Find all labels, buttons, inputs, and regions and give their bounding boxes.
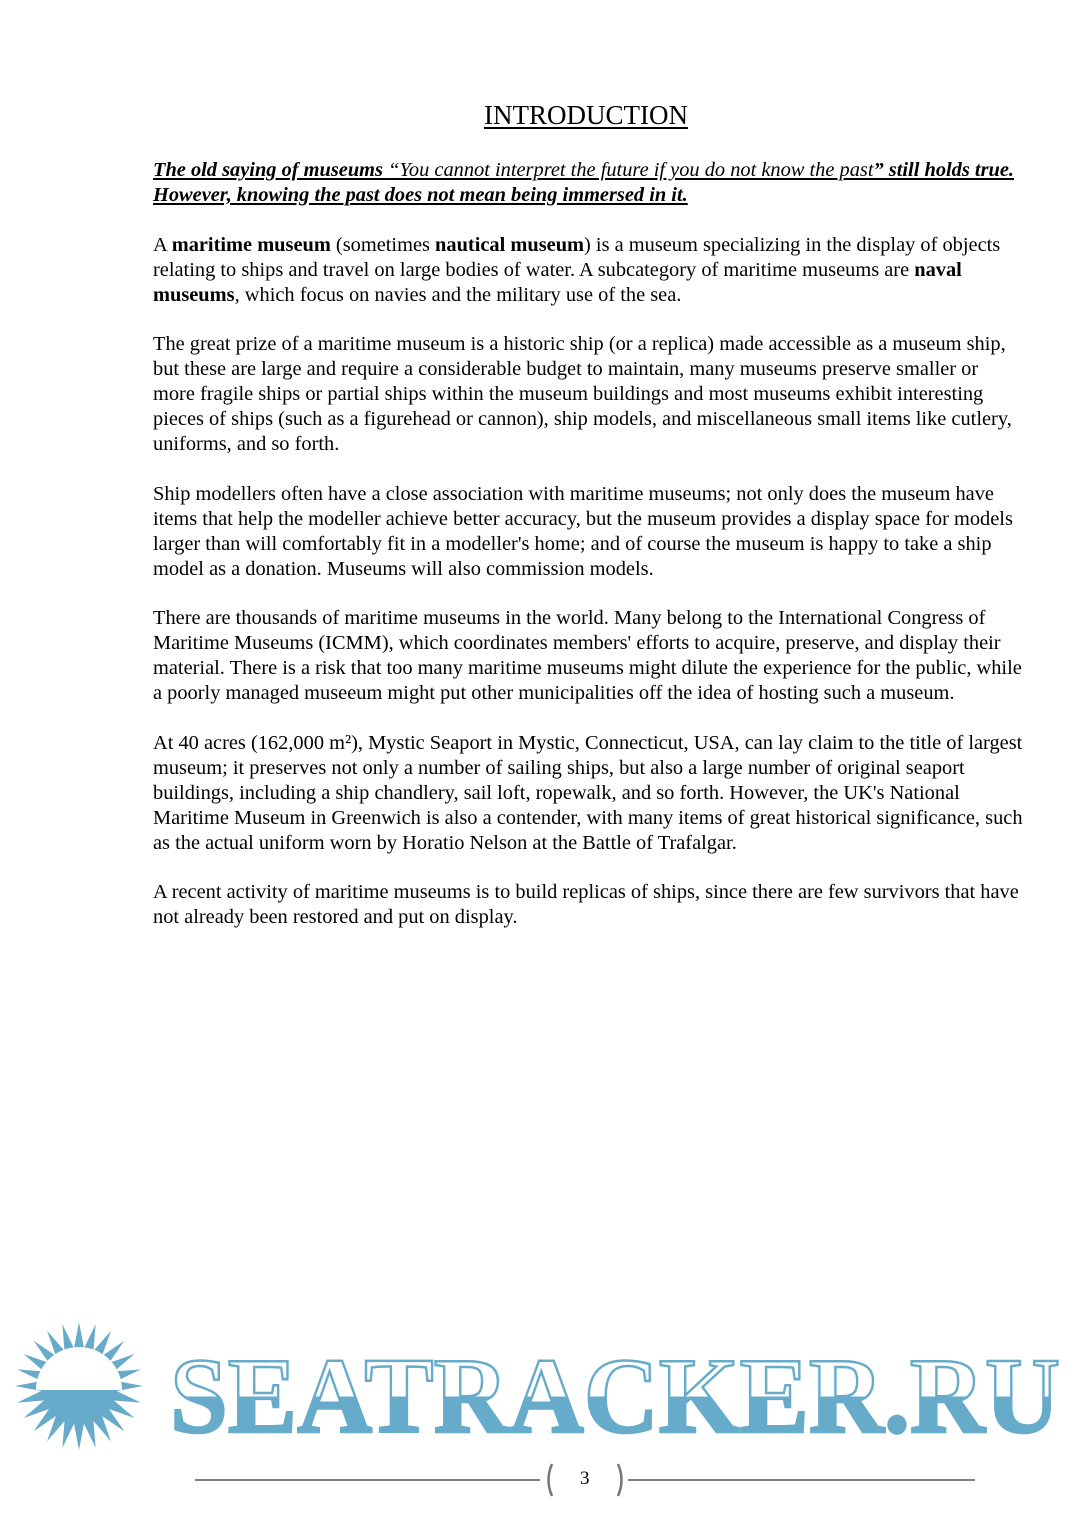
term: naval museums: [153, 258, 962, 306]
term: maritime museum: [171, 233, 331, 256]
intro-quote: [153, 158, 1025, 208]
text: A: [153, 233, 172, 256]
seatracker-watermark-logo: [0, 1320, 1080, 1455]
paragraph: There are thousands of maritime museums in the world. Many belong to the International Congress of Maritime Museums (ICMM), which coordinates members' efforts to acquire, preserve, and display their material. There is a risk that too many maritime museums might dilute the experience for the public, while a poorly managed museeum might put other municipalities off the idea of hosting such a museum.: [153, 607, 1022, 705]
document-body: [153, 158, 1025, 955]
text: , which focus on navies and the military use of the sea.: [234, 283, 682, 306]
text: (sometimes: [330, 233, 436, 256]
sun-icon: [15, 1322, 143, 1450]
quote-text: “You cannot interpret the future if you do not know the past: [388, 159, 874, 181]
page-number: 3: [580, 1468, 590, 1489]
paragraph: A recent activity of maritime museums is to build replicas of ships, since there are few survivors that have not already been restored and put on display.: [153, 881, 1019, 929]
footer-decoration: [0, 1458, 1080, 1503]
quote-lead: The old saying of museums: [153, 159, 389, 181]
paragraph: At 40 acres (162,000 m²), Mystic Seaport in Mystic, Connecticut, USA, can lay claim to the title of largest museum; it preserves not only a number of sailing ships, but also a large number of original seaport buildings, including a ship chandlery, sail loft, ropewalk, and so forth. However, the UK's National Maritime Museum in Greenwich is also a contender, with many items of great historical significance, such as the actual uniform worn by Horatio Nelson at the Battle of Trafalgar.: [153, 731, 1023, 854]
term: nautical museum: [435, 233, 585, 256]
paragraph: Ship modellers often have a close association with maritime museums; not only does the museum have items that help the modeller achieve better accuracy, but the museum provides a display space for models larger than will comfortably fit in a modeller's home; and of course the museum is happy to take a ship model as a donation. Museums will also commission models.: [153, 482, 1013, 580]
paragraph-definition: [153, 233, 1025, 308]
watermark-text: SEATRACKER.RU: [170, 1337, 1060, 1455]
paragraph: The great prize of a maritime museum is a historic ship (or a replica) made accessible as a museum ship, but these are large and require a considerable budget to maintain, many museums preserve smaller or more fragile ships or partial ships within the museum buildings and most museums exhibit interesting pieces of ships (such as a figurehead or cannon), ship models, and miscellaneous small items like cutlery, uniforms, and so forth.: [153, 333, 1012, 456]
footer-bracket-right: [618, 1464, 622, 1496]
quote-tail: ” still holds true. However, knowing the past does not mean being immersed in it.: [153, 159, 1015, 206]
page-title: INTRODUCTION: [484, 100, 688, 130]
footer-bracket-left: [549, 1464, 553, 1496]
text: ) is a museum specializing in the display of objects relating to ships and travel on large bodies of water. A subcategory of maritime museums are: [153, 233, 1001, 281]
